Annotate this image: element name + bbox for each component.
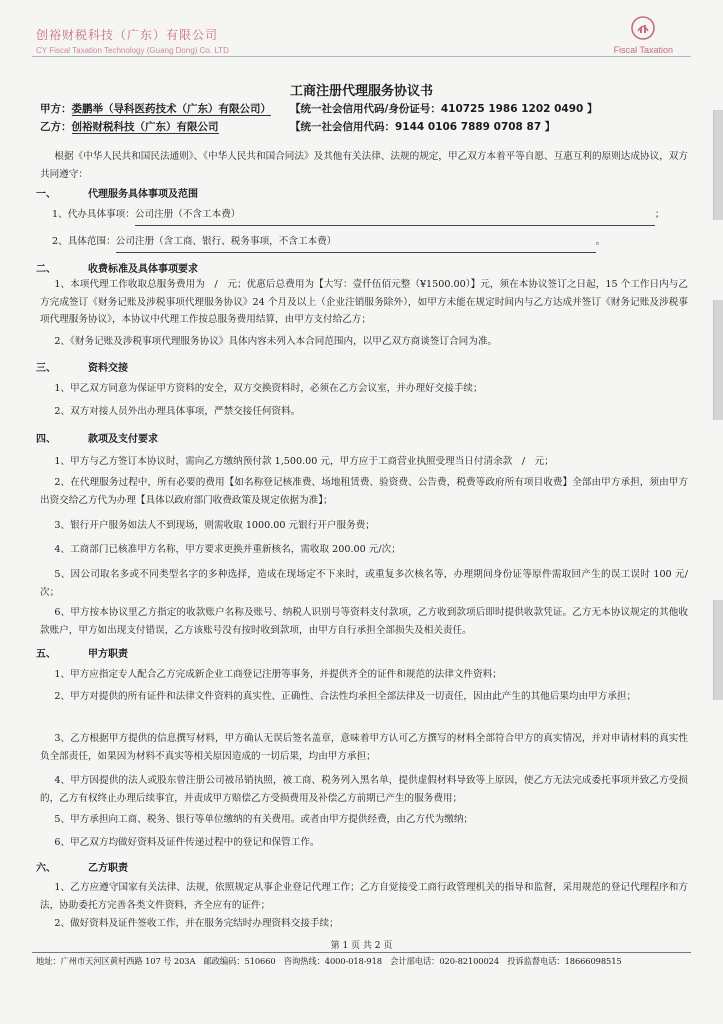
section-2-number: 二、 xyxy=(36,264,56,275)
section-4-number: 四、 xyxy=(36,434,56,445)
section-3-heading xyxy=(36,359,128,374)
letterhead-logo xyxy=(614,16,673,55)
letterhead-company-en: CY Fiscal Taxation Technology (Guang Dong) Co. LTD xyxy=(36,46,229,55)
preamble: 根据《中华人民共和国民法通则》、《中华人民共和国合同法》及其他有关法律、法规的规定，甲乙双方本着平等自愿、互惠互利的原则达成协议，双方共同遵守： xyxy=(40,151,688,180)
section-5-para-2: 2、甲方对提供的所有证件和法律文件资料的真实性、正确性、合法性均承担全部法律及一切责任，因由此产生的其他后果均由甲方承担； xyxy=(54,691,637,702)
section-5-heading xyxy=(36,645,128,660)
party-a-name: 娄鹏举（导科医药技术（广东）有限公司） xyxy=(71,103,271,115)
footer-contact: 地址：广州市天河区黄村西路 107 号 203A 邮政编码：510660 咨询热线：4000-018-918 会计部电话：020-82100024 投诉监督电话：18666098515 xyxy=(36,956,622,966)
section-2-heading xyxy=(36,260,198,275)
logo-text: Fiscal Taxation xyxy=(613,45,673,55)
section-1-item-2 xyxy=(52,232,692,253)
party-a-id: 【统一社会信用代码/身份证号：410725 1986 1202 0490 】 xyxy=(290,103,598,115)
party-b-name: 创裕财税科技（广东）有限公司 xyxy=(71,121,219,133)
section-4-para-6: 6、甲方按本协议里乙方指定的收款账户名称及账号、纳税人识别号等资料支付款项，乙方收到款项后即时提供收款凭证。乙方无本协议规定的其他收款账户，甲方如出现支付错误，乙方该账号没有按时收到款项，由甲方自行承担全部损失及相关责任。 xyxy=(40,607,688,636)
section-3-para-1: 1、甲乙双方同意为保证甲方资料的安全，双方交换资料时，必须在乙方会议室，并办理好交接手续； xyxy=(54,383,483,394)
section-4-para-4: 4、工商部门已核准甲方名称，甲方要求更换并重新核名，需收取 200.00 元/次； xyxy=(54,544,401,555)
section-5-para-4: 4、甲方因提供的法人或股东曾注册公司被吊销执照，被工商、税务列入黑名单，提供虚假材料导致等上原因，使乙方无法完成委托事项并致乙方受损的，乙方有权终止办理后续事宜，并责成甲方赔偿乙方受损费用及补偿乙方前期已产生的服务费用； xyxy=(40,775,688,804)
section-5-para-3: 3、乙方根据甲方提供的信息撰写材料，甲方确认无误后签名盖章，意味着甲方认可乙方撰写的材料全部符合甲方的真实情况，并对申请材料的真实性负全部责任，如果因为材料不真实等相关原因造成的一切后果，均由甲方承担； xyxy=(40,733,688,762)
seam-stamp-mark xyxy=(713,110,723,220)
item-1-value: 公司注册（不含工本费） xyxy=(135,205,655,226)
page-number: 第 1 页 共 2 页 xyxy=(330,941,393,951)
party-a-label: 甲方： xyxy=(40,103,72,115)
section-5-number: 五、 xyxy=(36,649,56,660)
section-3-number: 三、 xyxy=(36,363,56,374)
section-1-title: 代理服务具体事项及范围 xyxy=(88,189,198,200)
section-1-heading xyxy=(36,185,198,200)
section-4-para-3: 3、银行开户服务如法人不到现场，则需收取 1000.00 元银行开户服务费； xyxy=(54,520,375,531)
section-2-title: 收费标准及具体事项要求 xyxy=(88,264,198,275)
section-4-title: 款项及支付要求 xyxy=(88,434,158,445)
letterhead-company-cn: 创裕财税科技（广东）有限公司 xyxy=(36,28,219,42)
section-4-para-1: 1、甲方与乙方签订本协议时，需向乙方缴纳预付款 1,500.00 元，甲方应于工商营业执照受理当日付清余款 / 元； xyxy=(54,456,554,467)
party-b-line xyxy=(40,119,555,134)
company-logo-icon xyxy=(631,16,655,40)
section-6-title: 乙方职责 xyxy=(88,863,128,874)
item-2-value: 公司注册（含工商、银行、税务事项，不含工本费） xyxy=(116,232,596,253)
item-2-label: 2、具体范围： xyxy=(52,236,116,247)
seam-stamp-mark xyxy=(713,600,723,700)
section-1-number: 一、 xyxy=(36,189,56,200)
section-5-para-6: 6、甲乙双方均做好资料及证件传递过程中的登记和保管工作。 xyxy=(54,837,320,848)
letterhead xyxy=(36,26,229,55)
section-5-title: 甲方职责 xyxy=(88,649,128,660)
section-6-para-1: 1、乙方应遵守国家有关法律、法规，依照规定从事企业登记代理工作；乙方自觉接受工商行政管理机关的指导和监督，采用规范的登记代理程序和方法，协助委托方完善各类文件资料，齐全应有的证件； xyxy=(40,882,688,911)
party-a-line xyxy=(40,101,597,116)
party-b-label: 乙方： xyxy=(40,121,72,133)
section-2-para-2: 2、《财务记账及涉税事项代理服务协议》具体内容未列入本合同范围内，以甲乙双方商谈签订合同为准。 xyxy=(54,336,498,347)
section-2-para-1: 1、本项代理工作收取总服务费用为 / 元；优惠后总费用为【大写：壹仟伍佰元整（¥1500.00）】元，须在本协议签订之日起，15 个工作日内与乙方完成签订《财务记账及涉税事项代理服务协议》24 个月及以上（企业注销服务除外），如甲方未能在规定时间内与乙方达成并签订《财务记账及涉税事项代理服务协议》，本协议中代理工作按总服务费用结算，由甲方支付给乙方； xyxy=(40,279,688,325)
item-2-end: 。 xyxy=(595,236,606,247)
section-3-title: 资料交接 xyxy=(88,363,128,374)
document-title: 工商注册代理服务协议书 xyxy=(289,84,433,99)
section-4-para-5: 5、因公司取名多或不同类型名字的多种选择，造成在现场定不下来时，或重复多次核名等，办理期间身份证等原件需取回产生的误工误时 100 元/次； xyxy=(40,569,688,598)
section-6-number: 六、 xyxy=(36,863,56,874)
item-1-label: 1、代办具体事项： xyxy=(52,209,135,220)
item-1-end: ； xyxy=(654,209,665,220)
section-6-para-2: 2、做好资料及证件签收工作，并在服务完结时办理资料交接手续； xyxy=(54,918,339,929)
header-divider xyxy=(32,56,691,57)
section-4-para-2: 2、在代理服务过程中，所有必要的费用【如名称登记核准费、场地租赁费、验资费、公告费，税费等政府所有项目收费】全部由甲方承担，须由甲方出资交给乙方代为办理【具体以政府部门收费政策及规定依据为准】； xyxy=(40,477,688,506)
section-5-para-1: 1、甲方应指定专人配合乙方完成新企业工商登记注册等事务，并提供齐全的证件和规范的法律文件资料； xyxy=(54,669,502,680)
section-1-item-1 xyxy=(52,205,692,226)
section-4-heading xyxy=(36,430,158,445)
party-b-id: 【统一社会信用代码：9144 0106 7889 0708 87 】 xyxy=(290,121,556,133)
footer-divider xyxy=(32,952,691,953)
seam-stamp-mark xyxy=(713,300,723,420)
section-5-para-5: 5、甲方承担向工商、税务、银行等单位缴纳的有关费用。或者由甲方提供经费，由乙方代为缴纳； xyxy=(54,814,474,825)
section-6-heading xyxy=(36,859,128,874)
section-3-para-2: 2、双方对接人员外出办理具体事项，严禁交接任何资料。 xyxy=(54,406,301,417)
